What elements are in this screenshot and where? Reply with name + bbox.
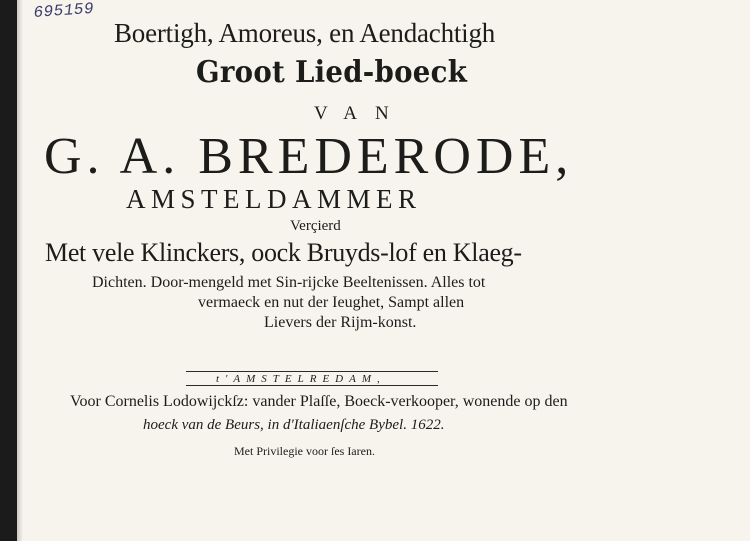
handwritten-catalog-number: 695159 — [32, 0, 95, 22]
description-lead: Verçierd — [290, 218, 341, 234]
description-line-4: Lievers der Rijm-konst. — [264, 314, 417, 331]
description-line-1: Met vele Klinckers, oock Bruyds-lof en Klaeg- — [45, 238, 522, 267]
description-line-2: Dichten. Door-mengeld met Sin-rijcke Beeltenissen. Alles tot — [92, 274, 486, 291]
title-line-1: Boertigh, Amoreus, en Aendachtigh — [114, 18, 496, 48]
author-city: AMSTELDAMMER — [126, 184, 422, 214]
imprint-line-1: Voor Cornelis Lodowijckſz: vander Plaſſe, Boeck-verkooper, wonende op den — [70, 393, 568, 410]
imprint-rule-bottom — [186, 385, 438, 386]
privilege-line: Met Privilegie voor ſes Iaren. — [234, 444, 375, 458]
description-line-3: vermaeck en nut der Ieughet, Sampt allen — [198, 294, 465, 311]
title-van: VAN — [314, 103, 407, 124]
book-gutter-shadow — [0, 0, 17, 541]
imprint-rule-top — [186, 371, 438, 372]
title-blackletter: Groot Lied-boeck — [196, 55, 468, 90]
author-name: G. A. BREDERODE, — [44, 128, 574, 185]
imprint-line-2: hoeck van de Beurs, in d'Italiaenſche Bybel. 1622. — [143, 417, 445, 433]
gutter-fade — [17, 0, 23, 541]
imprint-place: t'AMSTELREDAM, — [216, 373, 386, 385]
